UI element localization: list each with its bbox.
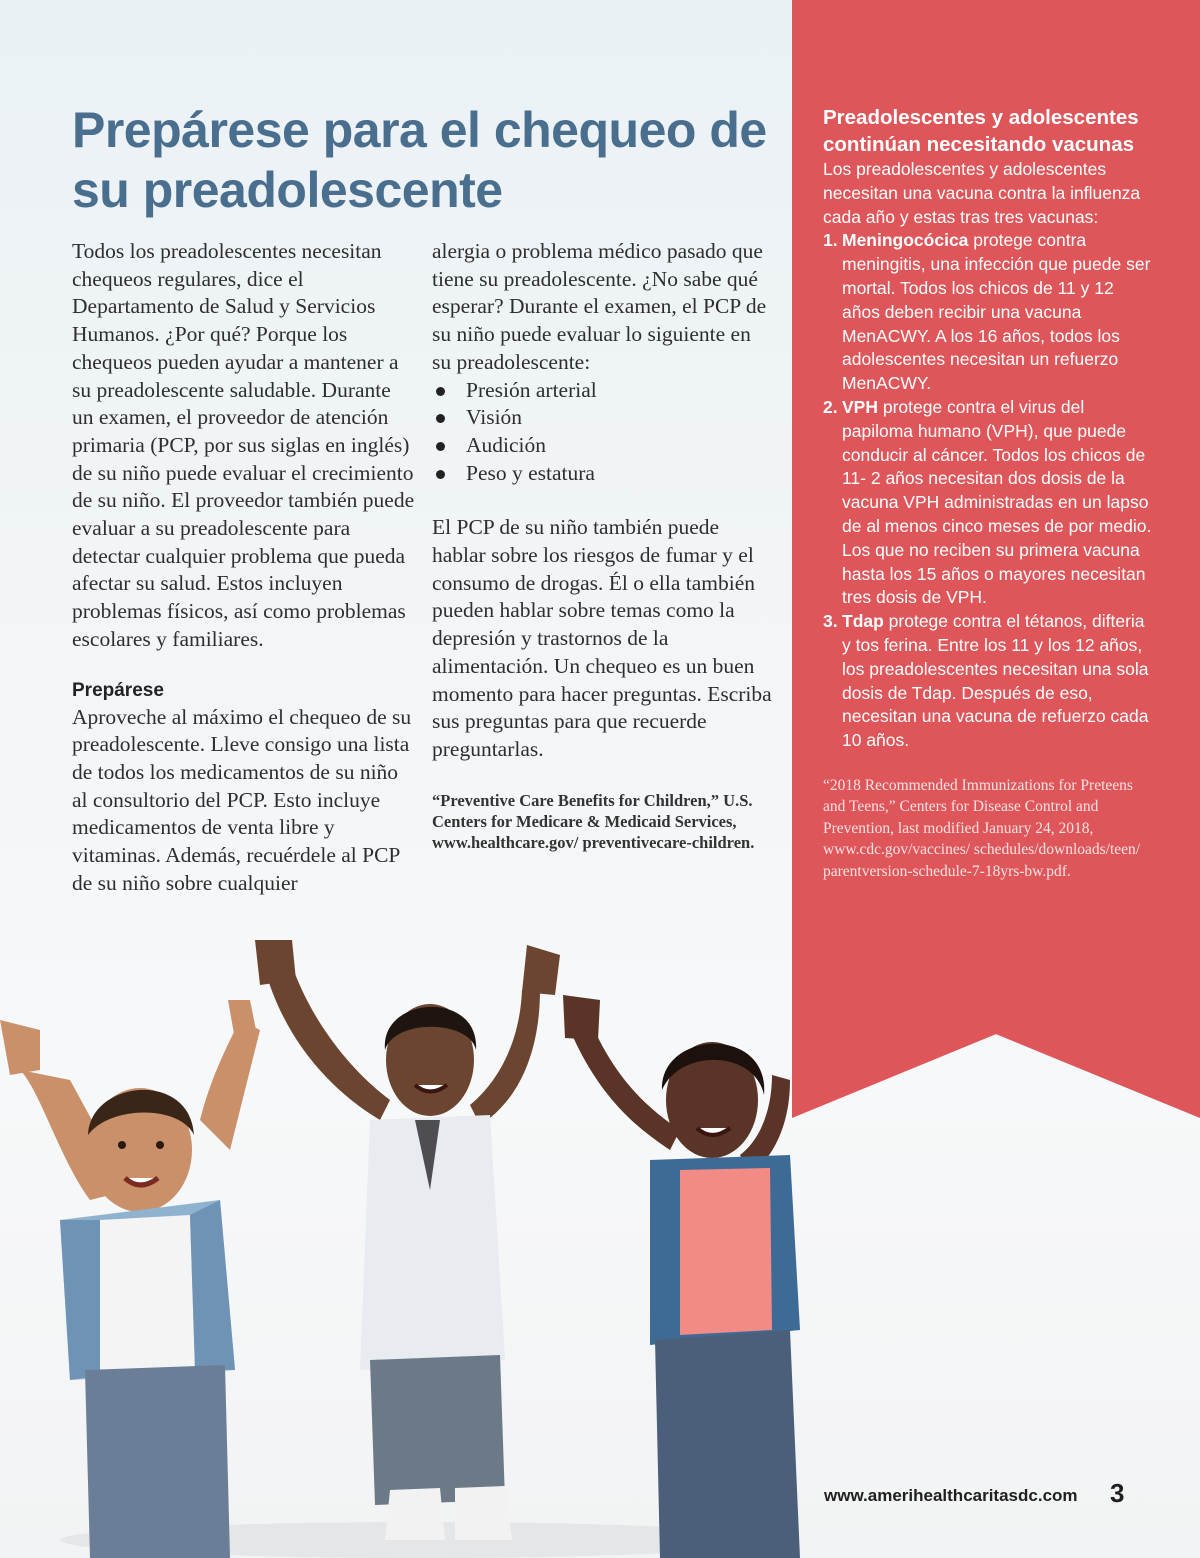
sidebar bbox=[823, 104, 1153, 882]
talk-paragraph: El PCP de su niño también puede hablar sobre los riesgos de fumar y el consumo de drogas. Él o ella también pueden hablar sobre temas como la depresión y trastornos de la alimentación. Un chequeo es un buen momento para hacer preguntas. Escriba sus preguntas para que recuerde preguntarlas. bbox=[432, 515, 772, 761]
vaccine-text: protege contra meningitis, una infección que puede ser mortal. Todos los chicos de 11 y 12 años deben recibir una vacuna MenACWY. A los 16 años, todos los adolescentes necesitan un refuerzo MenACWY. bbox=[842, 230, 1151, 394]
vaccine-number: 3. bbox=[823, 611, 838, 632]
checklist-item: Peso y estatura bbox=[432, 460, 772, 488]
vaccine-item bbox=[823, 396, 1153, 610]
vaccine-name: Meningocócica bbox=[842, 230, 969, 251]
right-child bbox=[563, 995, 800, 1558]
sidebar-citation: “2018 Recommended Immunizations for Preteens and Teens,” Centers for Disease Control and Prevention, last modified January 24, 2018, www.cdc.gov/vaccines/ schedules/downloads/teen/ parentversion-schedule-7-18yrs-bw.pdf. bbox=[823, 776, 1141, 880]
vaccine-item bbox=[823, 229, 1153, 396]
left-column bbox=[72, 238, 417, 897]
checklist-item: Audición bbox=[432, 432, 772, 460]
left-child bbox=[0, 1000, 260, 1558]
kids-thumbs-up-photo bbox=[0, 900, 800, 1558]
checklist bbox=[432, 377, 772, 488]
vaccine-item bbox=[823, 610, 1153, 753]
checklist-item: Presión arterial bbox=[432, 377, 772, 405]
vaccine-text: protege contra el virus del papiloma humano (VPH), que puede conducir al cáncer. Todos los chicos de 11- 2 años necesitan dos dosis de la vacuna VPH administradas en un lapso de al menos cinco meses de por medio. Los que no reciben su primera vacuna hasta los 15 años o mayores necesitan tres dosis de VPH. bbox=[842, 396, 1152, 608]
prepare-paragraph: Aproveche al máximo el chequeo de su preadolescente. Lleve consigo una lista de todos los medicamentos de su niño al consultorio del PCP. Esto incluye medicamentos de venta libre y vitaminas. Además, recuérdele al PCP de su niño sobre cualquier bbox=[72, 704, 412, 895]
vaccine-text: protege contra el tétanos, difteria y tos ferina. Entre los 11 y los 12 años, los preadolescentes necesitan una sola dosis de Tdap. Después de eso, necesitan una vacuna de refuerzo cada 10 años. bbox=[842, 611, 1149, 751]
middle-column bbox=[432, 238, 772, 853]
intro-paragraph: Todos los preadolescentes necesitan chequeos regulares, dice el Departamento de Salud y Servicios Humanos. ¿Por qué? Porque los chequeos pueden ayudar a mantener a su preadolescente saludable. Durante un examen, el proveedor de atención primaria (PCP, por sus siglas en inglés) de su niño puede evaluar el crecimiento de su niño. El proveedor también puede evaluar a su preadolescente para detectar cualquier problema que pueda afectar su salud. Estos incluyen problemas físicos, así como problemas escolares y familiares. bbox=[72, 239, 415, 651]
page-title: Prepárese para el chequeo de su preadolescente bbox=[72, 102, 767, 218]
citation: “Preventive Care Benefits for Children,” U.S. Centers for Medicare & Medicaid Services, www.healthcare.gov/ preventivecare-children. bbox=[432, 790, 755, 852]
vaccine-number: 1. bbox=[823, 230, 838, 251]
vaccine-list bbox=[823, 229, 1153, 753]
prepare-paragraph-continued: alergia o problema médico pasado que tiene su preadolescente. ¿No sabe qué esperar? Durante el examen, el PCP de su niño puede evaluar lo siguiente en su preadolescente: bbox=[432, 239, 767, 374]
middle-child bbox=[255, 940, 560, 1540]
sidebar-title: Preadolescentes y adolescentes continúan necesitando vacunas bbox=[823, 106, 1139, 156]
prepare-heading: Prepárese bbox=[72, 679, 164, 701]
vaccine-name: VPH bbox=[842, 396, 878, 417]
checklist-item: Visión bbox=[432, 404, 772, 432]
page-number: 3 bbox=[1110, 1478, 1125, 1508]
vaccine-number: 2. bbox=[823, 396, 838, 417]
footer-url: www.amerihealthcaritasdc.com bbox=[824, 1486, 1078, 1505]
vaccine-name: Tdap bbox=[842, 611, 884, 632]
sidebar-intro: Los preadolescentes y adolescentes necesitan una vacuna contra la influenza cada año y estas tras tres vacunas: bbox=[823, 159, 1141, 227]
